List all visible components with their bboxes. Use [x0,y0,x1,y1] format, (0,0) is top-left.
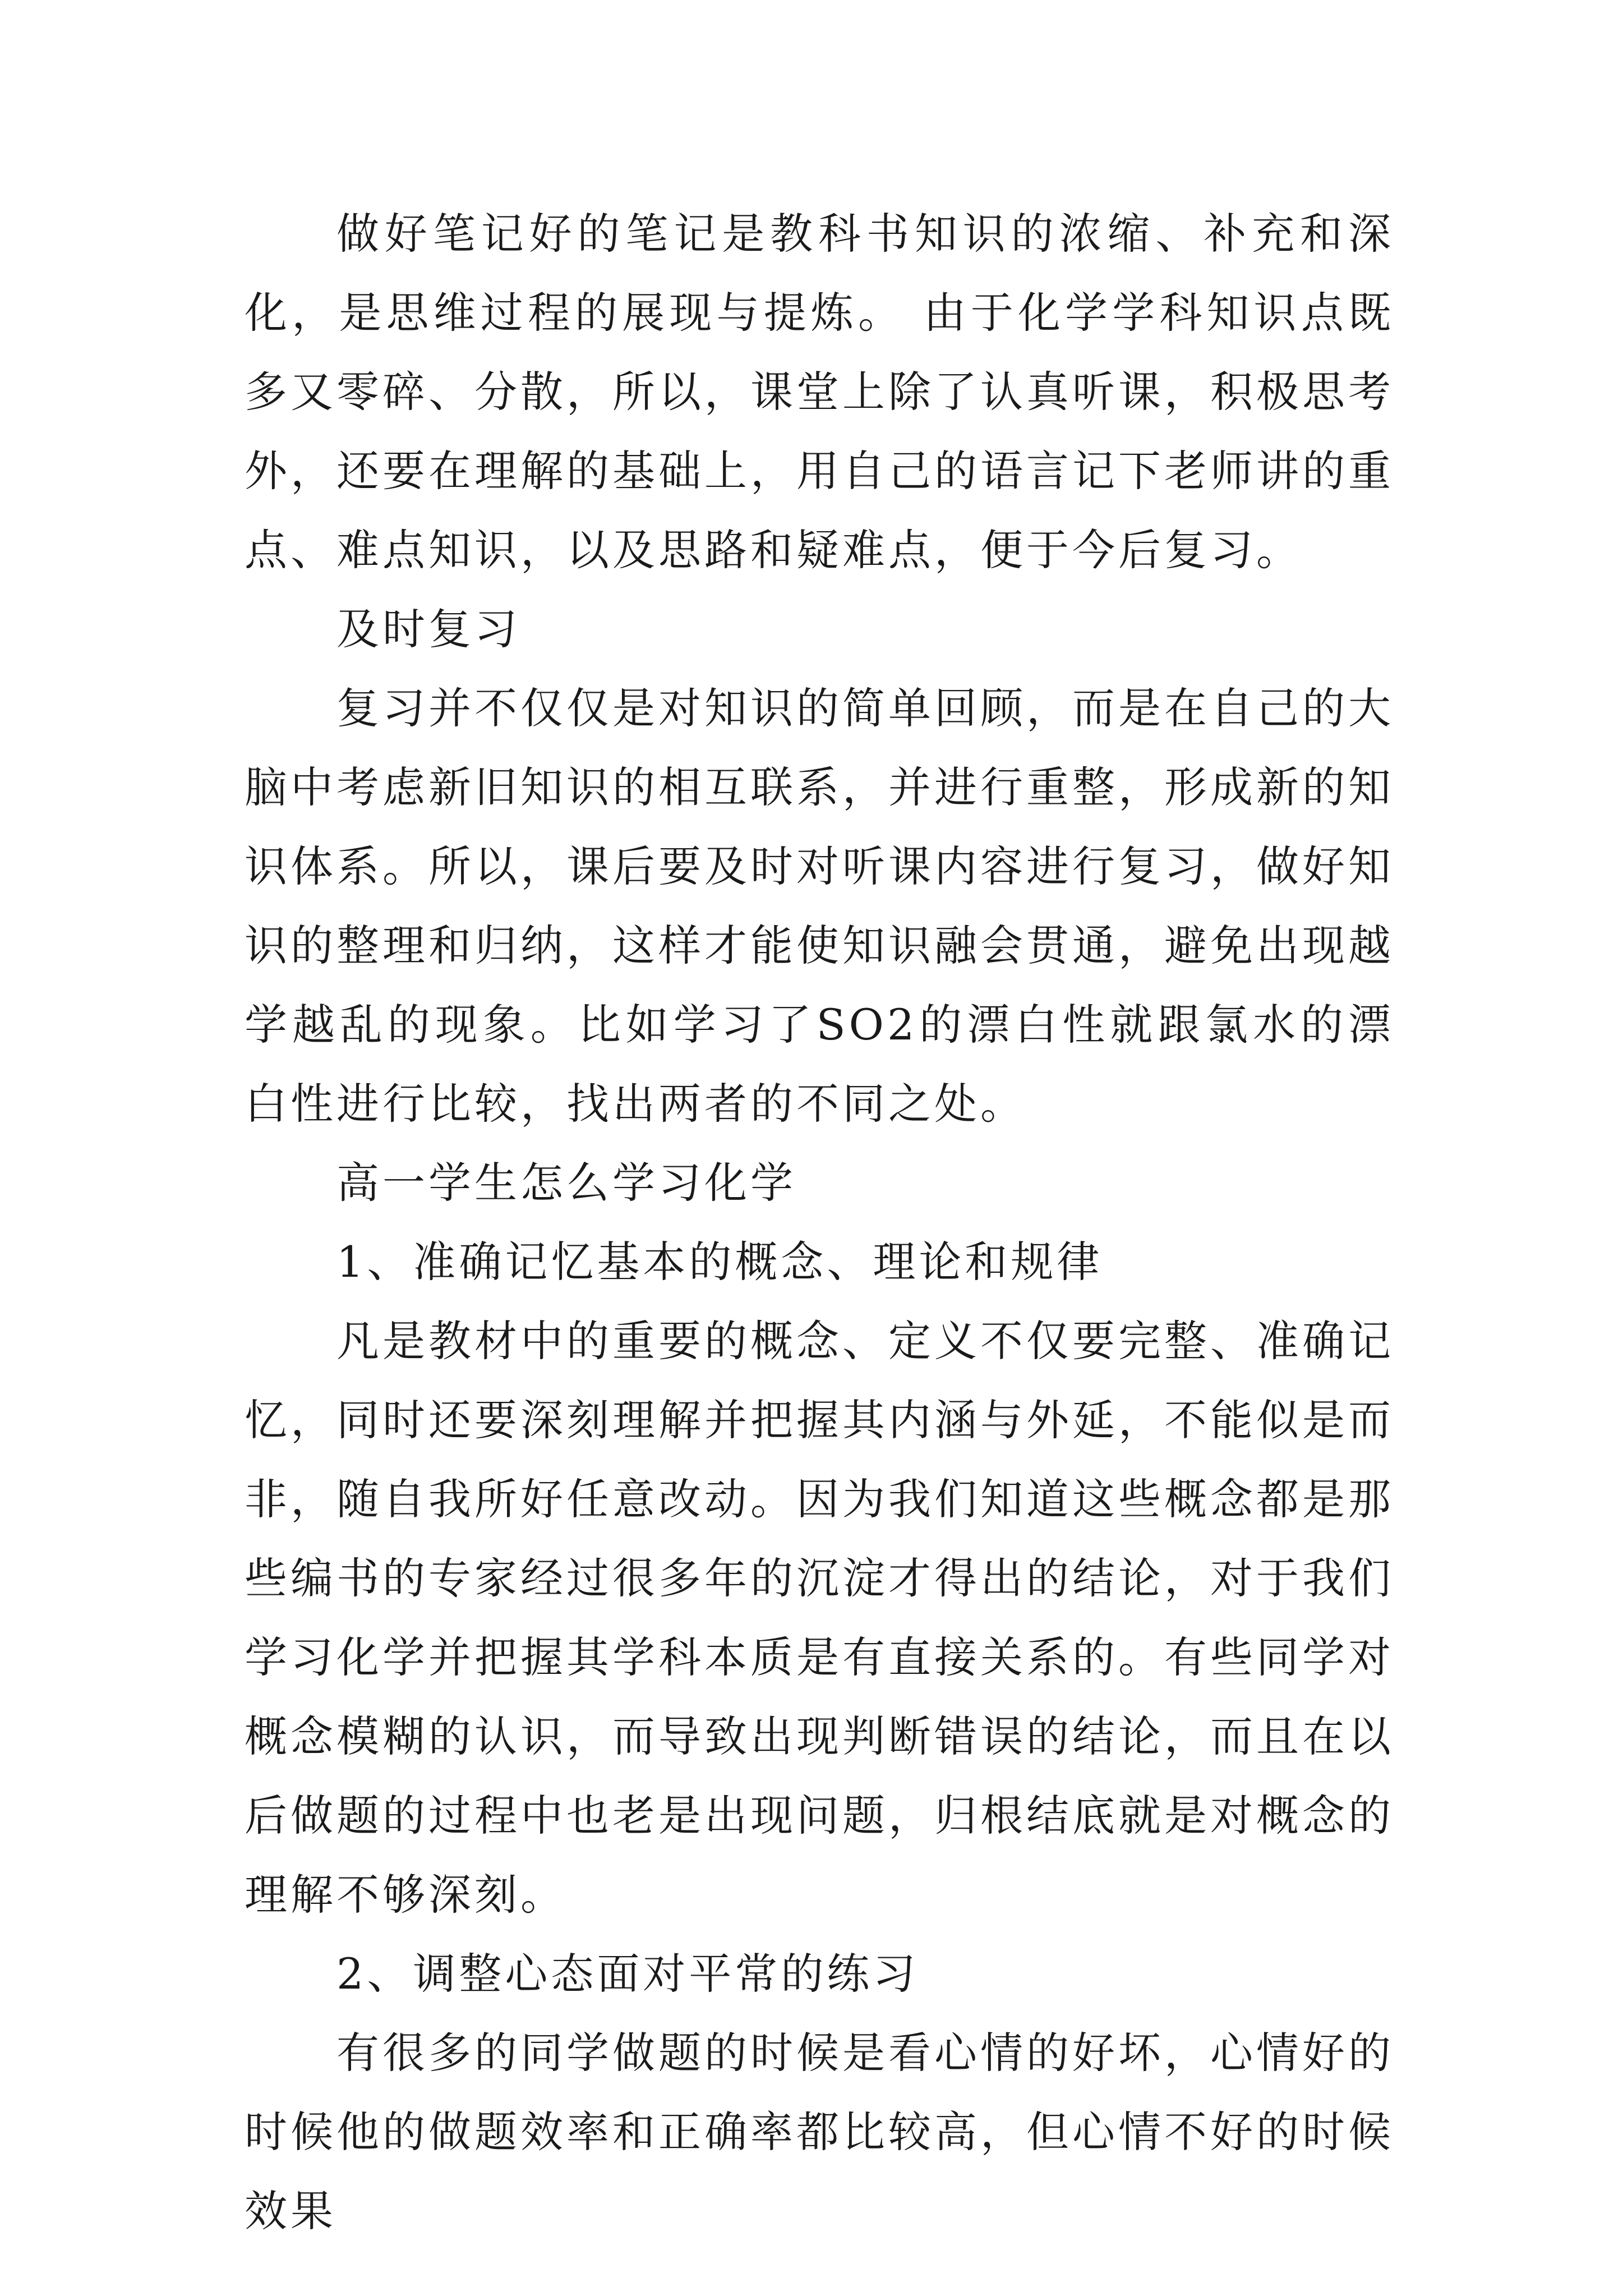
heading-how-to-learn-chemistry: 高一学生怎么学习化学 [336,1158,796,1208]
heading-memorize-concepts: 1、准确记忆基本的概念、理论和规律 [336,1237,1103,1287]
paragraph-note-taking: 做好笔记好的笔记是教科书知识的浓缩、补充和深化，是思维过程的展现与提炼。 由于化学学科知识点既多又零碎、分散，所以，课堂上除了认真听课，积极思考外，还要在理解的基础上，用自己的语言记下老师讲的重点、难点知识，以及思路和疑难点，便于今后复习。 [245,209,1394,575]
paragraph-concepts: 凡是教材中的重要的概念、定义不仅要完整、准确记忆，同时还要深刻理解并把握其内涵与外延，不能似是而非，随自我所好任意改动。因为我们知道这些概念都是那些编书的专家经过很多年的沉淀才得出的结论，对于我们学习化学并把握其学科本质是有直接关系的。有些同学对概念模糊的认识，而导致出现判断错误的结论，而且在以后做题的过程中也老是出现问题，归根结底就是对概念的理解不够深刻。 [245,1316,1394,1920]
document-body [245,194,1394,2251]
heading-timely-review: 及时复习 [336,604,520,654]
heading-adjust-mindset: 2、调整心态面对平常的练习 [336,1949,919,1999]
paragraph-review: 复习并不仅仅是对知识的简单回顾，而是在自己的大脑中考虑新旧知识的相互联系，并进行重整，形成新的知识体系。所以，课后要及时对听课内容进行复习，做好知识的整理和归纳，这样才能使知识融会贯通，避免出现越学越乱的现象。比如学习了SO2的漂白性就跟氯水的漂白性进行比较，找出两者的不同之处。 [245,683,1394,1129]
paragraph-practice: 有很多的同学做题的时候是看心情的好坏，心情好的时候他的做题效率和正确率都比较高，但心情不好的时候效果 [245,2028,1394,2236]
